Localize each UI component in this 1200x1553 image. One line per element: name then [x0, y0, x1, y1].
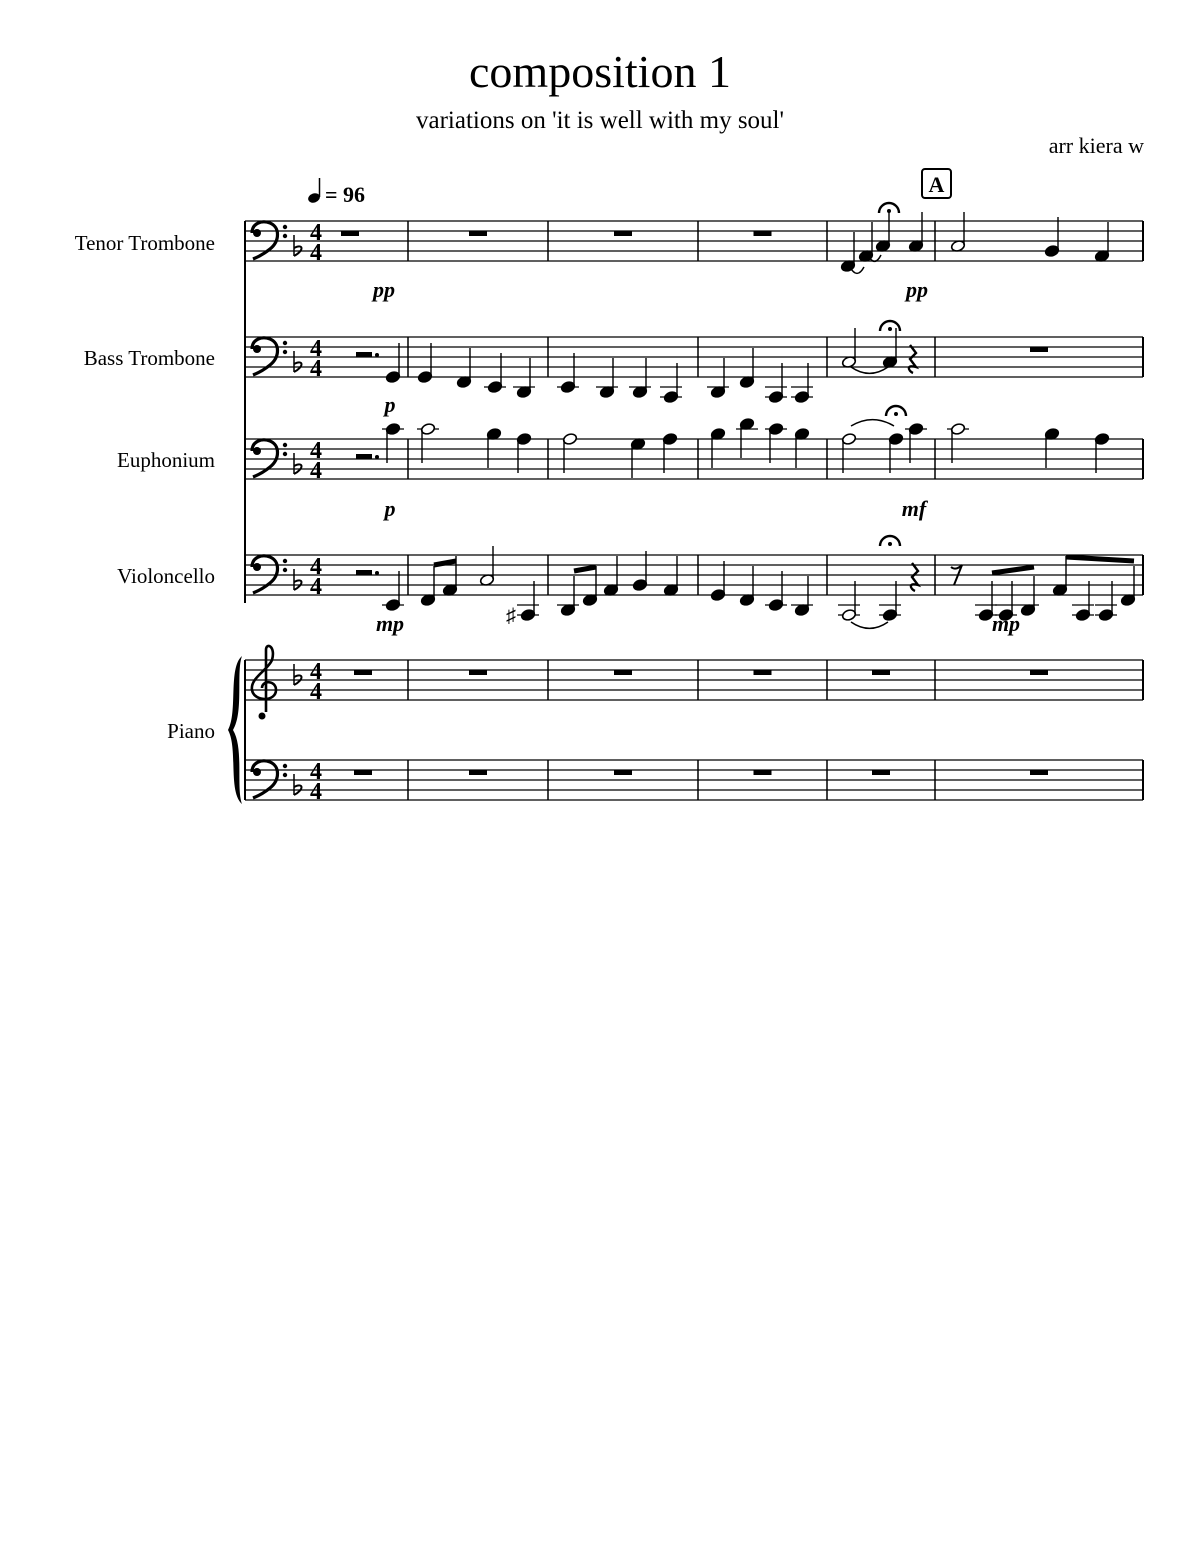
time-signature-top: 4 — [310, 220, 322, 246]
fermata-dot — [888, 327, 892, 331]
time-signature-bottom: 4 — [310, 356, 322, 382]
tie — [851, 367, 888, 373]
tempo-value: = 96 — [325, 182, 366, 207]
flat-icon — [294, 235, 302, 256]
sharp-icon: ♯ — [506, 605, 516, 627]
whole-rest — [1030, 670, 1048, 675]
fermata-dot — [888, 542, 892, 546]
half-rest — [356, 454, 372, 459]
staff — [245, 336, 1143, 382]
staff — [245, 220, 1143, 266]
whole-rest — [469, 670, 487, 675]
whole-rest — [469, 770, 487, 775]
label-piano: Piano — [167, 719, 215, 743]
dynamic-marking: p — [384, 392, 396, 417]
flat-icon — [294, 774, 302, 795]
half-rest — [356, 570, 372, 575]
composer-credit: arr kiera w — [1048, 133, 1144, 158]
beam — [992, 567, 1034, 573]
svg-text:A: A — [928, 172, 945, 197]
whole-rest — [614, 231, 632, 236]
label-bass-trombone: Bass Trombone — [83, 346, 215, 370]
piano-brace — [228, 656, 242, 804]
time-signature-top: 4 — [310, 438, 322, 464]
dynamic-marking: pp — [906, 277, 928, 302]
dynamic-marking: mp — [991, 611, 1021, 636]
whole-rest — [469, 231, 487, 236]
dot — [375, 455, 379, 459]
dot — [375, 353, 379, 357]
time-signature-bottom: 4 — [310, 240, 322, 266]
label-violoncello: Violoncello — [117, 564, 215, 588]
time-signature-top: 4 — [310, 659, 322, 685]
score-subtitle: variations on 'it is well with my soul' — [415, 107, 785, 134]
label-tenor-trombone: Tenor Trombone — [74, 231, 215, 255]
dynamic-marking: mf — [901, 496, 927, 521]
quarter-rest — [909, 345, 916, 373]
time-signature-top: 4 — [310, 336, 322, 362]
fermata-dot — [894, 412, 898, 416]
time-signature-bottom: 4 — [310, 458, 322, 484]
treble-clef-icon — [252, 646, 276, 720]
whole-rest — [754, 231, 772, 236]
time-signature-bottom: 4 — [310, 574, 322, 600]
whole-rest — [872, 670, 890, 675]
staff — [245, 646, 1143, 720]
flat-icon — [294, 569, 302, 590]
flat-icon — [294, 453, 302, 474]
tempo-marking — [307, 178, 365, 207]
quarter-note-icon — [307, 178, 321, 204]
beam — [574, 567, 596, 571]
label-euphonium: Euphonium — [117, 448, 215, 472]
flat-icon — [294, 351, 302, 372]
staff — [245, 438, 1143, 484]
tie — [851, 420, 894, 426]
score-title: composition 1 — [469, 46, 731, 97]
whole-rest — [614, 770, 632, 775]
whole-rest — [1030, 347, 1048, 352]
rehearsal-mark — [922, 169, 951, 198]
staff — [245, 759, 1143, 805]
tie — [851, 622, 888, 628]
whole-rest — [614, 670, 632, 675]
time-signature-bottom: 4 — [310, 679, 322, 705]
beam — [1066, 557, 1134, 561]
dynamic-marking: mp — [375, 611, 405, 636]
fermata-dot — [887, 209, 891, 213]
flat-icon — [294, 664, 302, 685]
half-rest — [356, 352, 372, 357]
staff — [245, 554, 1143, 600]
time-signature-top: 4 — [310, 554, 322, 580]
time-signature-bottom: 4 — [310, 779, 322, 805]
whole-rest — [1030, 770, 1048, 775]
whole-rest — [872, 770, 890, 775]
whole-rest — [754, 770, 772, 775]
dynamic-marking: p — [384, 496, 396, 521]
whole-rest — [341, 231, 359, 236]
time-signature-top: 4 — [310, 759, 322, 785]
quarter-rest — [911, 563, 918, 591]
whole-rest — [354, 670, 372, 675]
whole-rest — [354, 770, 372, 775]
dynamic-marking: pp — [373, 277, 395, 302]
dot — [375, 571, 379, 575]
whole-rest — [754, 670, 772, 675]
